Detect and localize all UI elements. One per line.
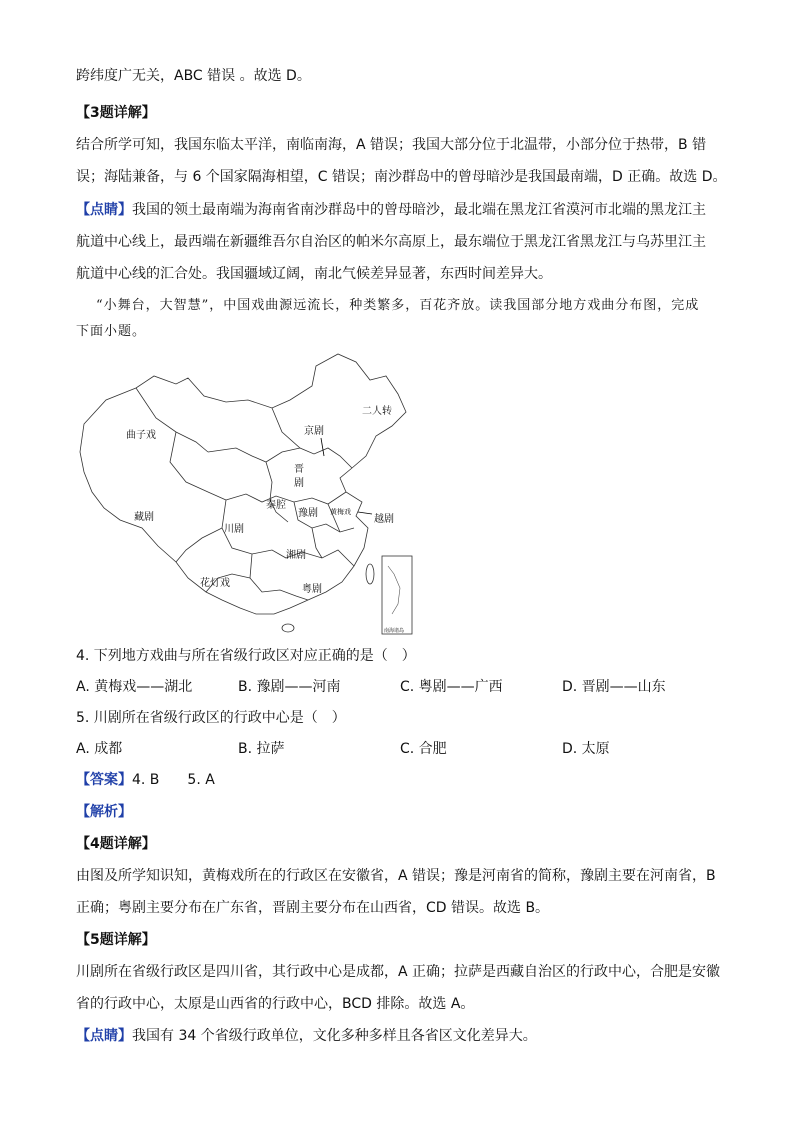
- text-line: 正确；粤剧主要分布在广东省，晋剧主要分布在山西省，CD 错误。故选 B。: [76, 900, 550, 916]
- map-label-chuanju: 川剧: [224, 524, 244, 535]
- q4-option-a: A. 黄梅戏——湖北: [76, 679, 193, 695]
- map-label-qinqiang: 秦腔: [266, 500, 286, 511]
- intro-line: “小舞台，大智慧”，中国戏曲源远流长，种类繁多，百花齐放。读我国部分地方戏曲分布图，完成: [96, 298, 700, 313]
- q4-option-b: B. 豫剧——河南: [238, 679, 341, 695]
- map-label-ju: 剧: [294, 478, 304, 489]
- answer-line: [76, 770, 215, 790]
- intro-line: 下面小题。: [76, 324, 147, 339]
- south-sea-inset: [382, 556, 412, 634]
- map-label-jin: 晋: [294, 464, 304, 475]
- map-label-errenzhuan: 二人转: [362, 406, 392, 417]
- answer-tag: 【答案】: [76, 772, 132, 788]
- map-label-huangmei: 黄梅戏: [330, 508, 351, 516]
- map-label-nanhai: 南海诸岛: [384, 628, 405, 634]
- opera-distribution-map: [76, 352, 416, 638]
- text-line: 跨纬度广无关，ABC 错误 。故选 D。: [76, 68, 311, 84]
- tip-text: 我国的领土最南端为海南省南沙群岛中的曾母暗沙，最北端在黑龙江省漠河市北端的黑龙江主: [132, 202, 706, 218]
- text-line: 航道中心线的汇合处。我国疆域辽阔，南北气候差异显著，东西时间差异大。: [76, 266, 552, 282]
- label-arrows: [321, 438, 372, 514]
- map-label-yueju-zj: 越剧: [374, 514, 394, 525]
- text-line: 航道中心线上，最西端在新疆维吾尔自治区的帕米尔高原上，最东端位于黑龙江省黑龙江与乌苏里江主: [76, 234, 706, 250]
- tip-paragraph: [76, 200, 706, 220]
- text-line: 误；海陆兼备，与 6 个国家隔海相望，C 错误；南沙群岛中的曾母暗沙是我国最南端，D 正确。故选 D。: [76, 169, 727, 185]
- text-line: 川剧所在省级行政区是四川省，其行政中心是成都，A 正确；拉萨是西藏自治区的行政中心，合肥是安徽: [76, 964, 721, 980]
- q5-option-c: C. 合肥: [400, 741, 447, 757]
- q4-option-c: C. 粤剧——广西: [400, 679, 503, 695]
- text-line: 由图及所学知识知，黄梅戏所在的行政区在安徽省，A 错误；豫是河南省的简称，豫剧主要在河南省，B: [76, 868, 716, 884]
- map-label-quzixi: 曲子戏: [126, 430, 156, 441]
- q4-option-d: D. 晋剧——山东: [562, 679, 666, 695]
- question-5: 5. 川剧所在省级行政区的行政中心是（ ）: [76, 710, 346, 726]
- section-heading-5: 【5题详解】: [76, 932, 156, 948]
- section-heading-3: 【3题详解】: [76, 105, 156, 121]
- tip-text: 我国有 34 个省级行政单位，文化多种多样且各省区文化差异大。: [132, 1028, 537, 1044]
- answer-text: 4. B 5. A: [132, 772, 215, 788]
- tip-tag: 【点睛】: [76, 1028, 132, 1044]
- map-label-yueju-gd: 粤剧: [302, 584, 322, 595]
- taiwan-hainan: [282, 564, 374, 632]
- q5-option-d: D. 太原: [562, 741, 610, 757]
- text-line: 省的行政中心，太原是山西省的行政中心，BCD 排除。故选 A。: [76, 996, 475, 1012]
- china-outline: [80, 354, 406, 614]
- section-heading-4: 【4题详解】: [76, 836, 156, 852]
- tip-tag: 【点睛】: [76, 202, 132, 218]
- q5-option-b: B. 拉萨: [238, 741, 285, 757]
- map-label-jingju: 京剧: [304, 426, 324, 437]
- map-label-yuju: 豫剧: [298, 508, 318, 519]
- map-label-zangju: 藏剧: [134, 512, 154, 523]
- analysis-tag: 【解析】: [76, 804, 132, 820]
- tip-paragraph: [76, 1026, 537, 1046]
- text-line: 结合所学可知，我国东临太平洋，南临南海，A 错误；我国大部分位于北温带，小部分位于热带，B 错: [76, 137, 707, 153]
- map-label-huadengxi: 花灯戏: [200, 578, 230, 589]
- question-4: 4. 下列地方戏曲与所在省级行政区对应正确的是（ ）: [76, 648, 416, 664]
- map-label-xiangju: 湘剧: [286, 550, 306, 561]
- q5-option-a: A. 成都: [76, 741, 123, 757]
